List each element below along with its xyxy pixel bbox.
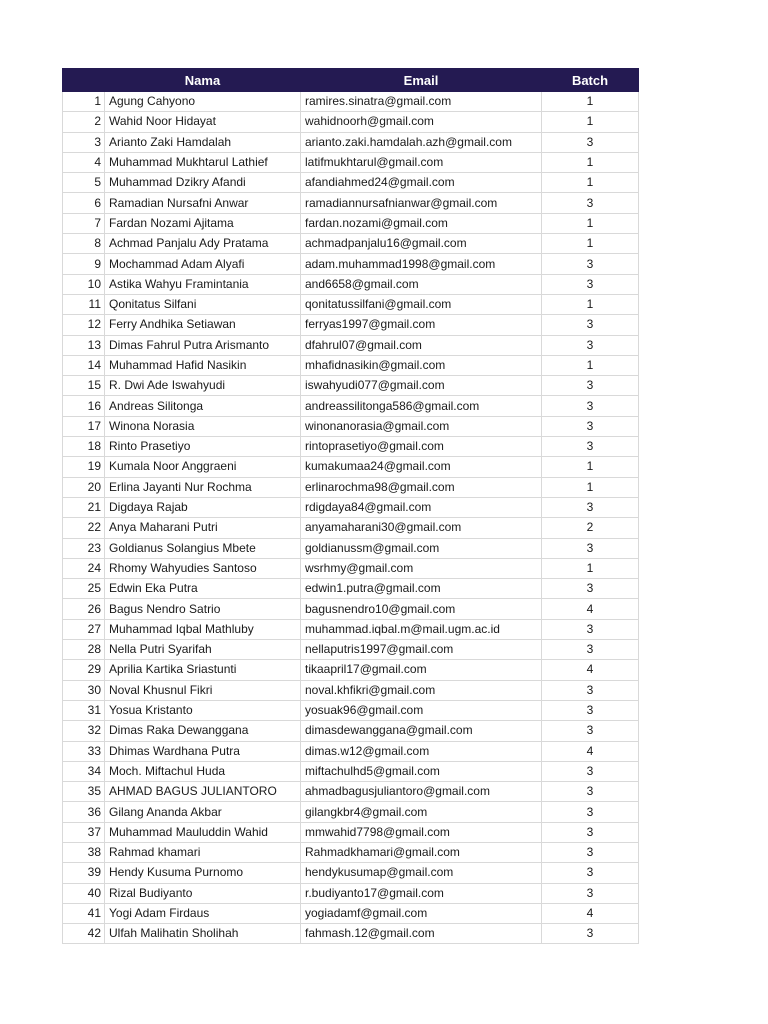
batch-cell: 3 [542, 132, 639, 152]
batch-cell: 3 [542, 822, 639, 842]
batch-cell: 3 [542, 680, 639, 700]
email-cell: mmwahid7798@gmail.com [301, 822, 542, 842]
email-cell: winonanorasia@gmail.com [301, 416, 542, 436]
table-row [63, 863, 639, 883]
email-cell: rintoprasetiyo@gmail.com [301, 437, 542, 457]
table-row [63, 173, 639, 193]
row-number: 16 [63, 396, 105, 416]
name-cell: Yogi Adam Firdaus [105, 903, 301, 923]
email-cell: andreassilitonga586@gmail.com [301, 396, 542, 416]
table-row [63, 782, 639, 802]
email-cell: achmadpanjalu16@gmail.com [301, 234, 542, 254]
email-cell: arianto.zaki.hamdalah.azh@gmail.com [301, 132, 542, 152]
email-cell: qonitatussilfani@gmail.com [301, 294, 542, 314]
row-number: 42 [63, 924, 105, 944]
name-cell: Muhammad Mukhtarul Lathief [105, 152, 301, 172]
name-cell: Hendy Kusuma Purnomo [105, 863, 301, 883]
table-row [63, 538, 639, 558]
email-cell: r.budiyanto17@gmail.com [301, 883, 542, 903]
email-cell: ramires.sinatra@gmail.com [301, 92, 542, 112]
name-cell: R. Dwi Ade Iswahyudi [105, 376, 301, 396]
header-batch: Batch [542, 69, 639, 92]
name-cell: Ulfah Malihatin Sholihah [105, 924, 301, 944]
name-cell: Goldianus Solangius Mbete [105, 538, 301, 558]
table-row [63, 152, 639, 172]
table-row [63, 741, 639, 761]
table-row [63, 92, 639, 112]
batch-cell: 2 [542, 518, 639, 538]
name-cell: Andreas Silitonga [105, 396, 301, 416]
batch-cell: 4 [542, 660, 639, 680]
name-cell: Muhammad Dzikry Afandi [105, 173, 301, 193]
table-row [63, 457, 639, 477]
row-number: 12 [63, 315, 105, 335]
email-cell: adam.muhammad1998@gmail.com [301, 254, 542, 274]
row-number: 26 [63, 599, 105, 619]
row-number: 19 [63, 457, 105, 477]
table-row [63, 619, 639, 639]
table-row [63, 396, 639, 416]
table-body [63, 92, 639, 944]
table-row [63, 416, 639, 436]
row-number: 30 [63, 680, 105, 700]
row-number: 13 [63, 335, 105, 355]
row-number: 14 [63, 355, 105, 375]
table-row [63, 822, 639, 842]
batch-cell: 3 [542, 376, 639, 396]
batch-cell: 3 [542, 782, 639, 802]
name-cell: Muhammad Mauluddin Wahid [105, 822, 301, 842]
email-cell: noval.khfikri@gmail.com [301, 680, 542, 700]
name-cell: Arianto Zaki Hamdalah [105, 132, 301, 152]
row-number: 20 [63, 477, 105, 497]
email-cell: Rahmadkhamari@gmail.com [301, 842, 542, 862]
email-cell: dimas.w12@gmail.com [301, 741, 542, 761]
batch-cell: 3 [542, 924, 639, 944]
email-cell: wsrhmy@gmail.com [301, 558, 542, 578]
table-row [63, 112, 639, 132]
email-cell: muhammad.iqbal.m@mail.ugm.ac.id [301, 619, 542, 639]
batch-cell: 4 [542, 903, 639, 923]
email-cell: ramadiannursafnianwar@gmail.com [301, 193, 542, 213]
batch-cell: 3 [542, 274, 639, 294]
batch-cell: 3 [542, 883, 639, 903]
name-cell: Rhomy Wahyudies Santoso [105, 558, 301, 578]
email-cell: nellaputris1997@gmail.com [301, 640, 542, 660]
table-row [63, 497, 639, 517]
row-number: 2 [63, 112, 105, 132]
name-cell: Agung Cahyono [105, 92, 301, 112]
batch-cell: 1 [542, 234, 639, 254]
name-cell: Muhammad Iqbal Mathluby [105, 619, 301, 639]
email-cell: iswahyudi077@gmail.com [301, 376, 542, 396]
header-row [63, 69, 639, 92]
email-cell: anyamaharani30@gmail.com [301, 518, 542, 538]
table-row [63, 680, 639, 700]
batch-cell: 1 [542, 112, 639, 132]
row-number: 36 [63, 802, 105, 822]
name-cell: Bagus Nendro Satrio [105, 599, 301, 619]
row-number: 28 [63, 640, 105, 660]
row-number: 23 [63, 538, 105, 558]
email-cell: edwin1.putra@gmail.com [301, 579, 542, 599]
name-cell: Mochammad Adam Alyafi [105, 254, 301, 274]
table-row [63, 924, 639, 944]
row-number: 4 [63, 152, 105, 172]
batch-cell: 4 [542, 599, 639, 619]
participants-table [62, 68, 639, 944]
table-row [63, 315, 639, 335]
table-row [63, 721, 639, 741]
row-number: 9 [63, 254, 105, 274]
email-cell: dfahrul07@gmail.com [301, 335, 542, 355]
row-number: 18 [63, 437, 105, 457]
row-number: 22 [63, 518, 105, 538]
table-row [63, 903, 639, 923]
batch-cell: 3 [542, 579, 639, 599]
batch-cell: 3 [542, 700, 639, 720]
name-cell: Edwin Eka Putra [105, 579, 301, 599]
batch-cell: 3 [542, 640, 639, 660]
row-number: 1 [63, 92, 105, 112]
email-cell: and6658@gmail.com [301, 274, 542, 294]
name-cell: Yosua Kristanto [105, 700, 301, 720]
row-number: 8 [63, 234, 105, 254]
row-number: 33 [63, 741, 105, 761]
batch-cell: 1 [542, 477, 639, 497]
table-header [63, 69, 639, 92]
table-row [63, 761, 639, 781]
name-cell: Noval Khusnul Fikri [105, 680, 301, 700]
row-number: 25 [63, 579, 105, 599]
batch-cell: 1 [542, 173, 639, 193]
batch-cell: 3 [542, 863, 639, 883]
name-cell: Gilang Ananda Akbar [105, 802, 301, 822]
table-row [63, 132, 639, 152]
table-row [63, 213, 639, 233]
email-cell: fardan.nozami@gmail.com [301, 213, 542, 233]
name-cell: Moch. Miftachul Huda [105, 761, 301, 781]
batch-cell: 3 [542, 437, 639, 457]
row-number: 11 [63, 294, 105, 314]
table-row [63, 802, 639, 822]
batch-cell: 3 [542, 721, 639, 741]
name-cell: Wahid Noor Hidayat [105, 112, 301, 132]
email-cell: dimasdewanggana@gmail.com [301, 721, 542, 741]
row-number: 35 [63, 782, 105, 802]
row-number: 17 [63, 416, 105, 436]
batch-cell: 3 [542, 842, 639, 862]
table-row [63, 477, 639, 497]
name-cell: Rahmad khamari [105, 842, 301, 862]
row-number: 15 [63, 376, 105, 396]
email-cell: kumakumaa24@gmail.com [301, 457, 542, 477]
row-number: 21 [63, 497, 105, 517]
row-number: 7 [63, 213, 105, 233]
table-row [63, 274, 639, 294]
name-cell: Fardan Nozami Ajitama [105, 213, 301, 233]
name-cell: Dimas Raka Dewanggana [105, 721, 301, 741]
name-cell: Astika Wahyu Framintania [105, 274, 301, 294]
row-number: 24 [63, 558, 105, 578]
batch-cell: 1 [542, 457, 639, 477]
email-cell: bagusnendro10@gmail.com [301, 599, 542, 619]
name-cell: Dhimas Wardhana Putra [105, 741, 301, 761]
name-cell: Kumala Noor Anggraeni [105, 457, 301, 477]
email-cell: miftachulhd5@gmail.com [301, 761, 542, 781]
table-row [63, 193, 639, 213]
email-cell: fahmash.12@gmail.com [301, 924, 542, 944]
row-number: 29 [63, 660, 105, 680]
batch-cell: 3 [542, 761, 639, 781]
email-cell: erlinarochma98@gmail.com [301, 477, 542, 497]
name-cell: Digdaya Rajab [105, 497, 301, 517]
batch-cell: 1 [542, 92, 639, 112]
row-number: 40 [63, 883, 105, 903]
batch-cell: 3 [542, 254, 639, 274]
email-cell: ferryas1997@gmail.com [301, 315, 542, 335]
batch-cell: 3 [542, 396, 639, 416]
email-cell: rdigdaya84@gmail.com [301, 497, 542, 517]
batch-cell: 3 [542, 416, 639, 436]
batch-cell: 1 [542, 294, 639, 314]
email-cell: goldianussm@gmail.com [301, 538, 542, 558]
batch-cell: 1 [542, 558, 639, 578]
row-number: 34 [63, 761, 105, 781]
row-number: 10 [63, 274, 105, 294]
name-cell: Achmad Panjalu Ady Pratama [105, 234, 301, 254]
table-row [63, 883, 639, 903]
batch-cell: 4 [542, 741, 639, 761]
header-name: Nama [105, 69, 301, 92]
name-cell: Dimas Fahrul Putra Arismanto [105, 335, 301, 355]
batch-cell: 3 [542, 802, 639, 822]
name-cell: Winona Norasia [105, 416, 301, 436]
table-row [63, 376, 639, 396]
email-cell: tikaapril17@gmail.com [301, 660, 542, 680]
email-cell: wahidnoorh@gmail.com [301, 112, 542, 132]
row-number: 38 [63, 842, 105, 862]
table-row [63, 700, 639, 720]
row-number: 27 [63, 619, 105, 639]
batch-cell: 3 [542, 538, 639, 558]
table-row [63, 355, 639, 375]
table-row [63, 579, 639, 599]
table-row [63, 599, 639, 619]
email-cell: yogiadamf@gmail.com [301, 903, 542, 923]
table-row [63, 254, 639, 274]
row-number: 32 [63, 721, 105, 741]
batch-cell: 3 [542, 497, 639, 517]
email-cell: ahmadbagusjuliantoro@gmail.com [301, 782, 542, 802]
email-cell: yosuak96@gmail.com [301, 700, 542, 720]
row-number: 37 [63, 822, 105, 842]
batch-cell: 1 [542, 152, 639, 172]
name-cell: Qonitatus Silfani [105, 294, 301, 314]
table-row [63, 518, 639, 538]
batch-cell: 3 [542, 619, 639, 639]
header-email: Email [301, 69, 542, 92]
email-cell: latifmukhtarul@gmail.com [301, 152, 542, 172]
row-number: 5 [63, 173, 105, 193]
name-cell: Rizal Budiyanto [105, 883, 301, 903]
table-row [63, 842, 639, 862]
batch-cell: 1 [542, 213, 639, 233]
table-row [63, 558, 639, 578]
email-cell: gilangkbr4@gmail.com [301, 802, 542, 822]
batch-cell: 3 [542, 315, 639, 335]
row-number: 6 [63, 193, 105, 213]
name-cell: Anya Maharani Putri [105, 518, 301, 538]
row-number: 39 [63, 863, 105, 883]
name-cell: Aprilia Kartika Sriastunti [105, 660, 301, 680]
name-cell: Muhammad Hafid Nasikin [105, 355, 301, 375]
header-no [63, 69, 105, 92]
row-number: 3 [63, 132, 105, 152]
name-cell: Rinto Prasetiyo [105, 437, 301, 457]
batch-cell: 3 [542, 335, 639, 355]
table-row [63, 640, 639, 660]
batch-cell: 1 [542, 355, 639, 375]
name-cell: Nella Putri Syarifah [105, 640, 301, 660]
table-row [63, 335, 639, 355]
email-cell: afandiahmed24@gmail.com [301, 173, 542, 193]
row-number: 31 [63, 700, 105, 720]
name-cell: AHMAD BAGUS JULIANTORO [105, 782, 301, 802]
batch-cell: 3 [542, 193, 639, 213]
table-row [63, 234, 639, 254]
name-cell: Ramadian Nursafni Anwar [105, 193, 301, 213]
name-cell: Ferry Andhika Setiawan [105, 315, 301, 335]
table-row [63, 294, 639, 314]
table-row [63, 437, 639, 457]
email-cell: mhafidnasikin@gmail.com [301, 355, 542, 375]
name-cell: Erlina Jayanti Nur Rochma [105, 477, 301, 497]
row-number: 41 [63, 903, 105, 923]
table-row [63, 660, 639, 680]
email-cell: hendykusumap@gmail.com [301, 863, 542, 883]
